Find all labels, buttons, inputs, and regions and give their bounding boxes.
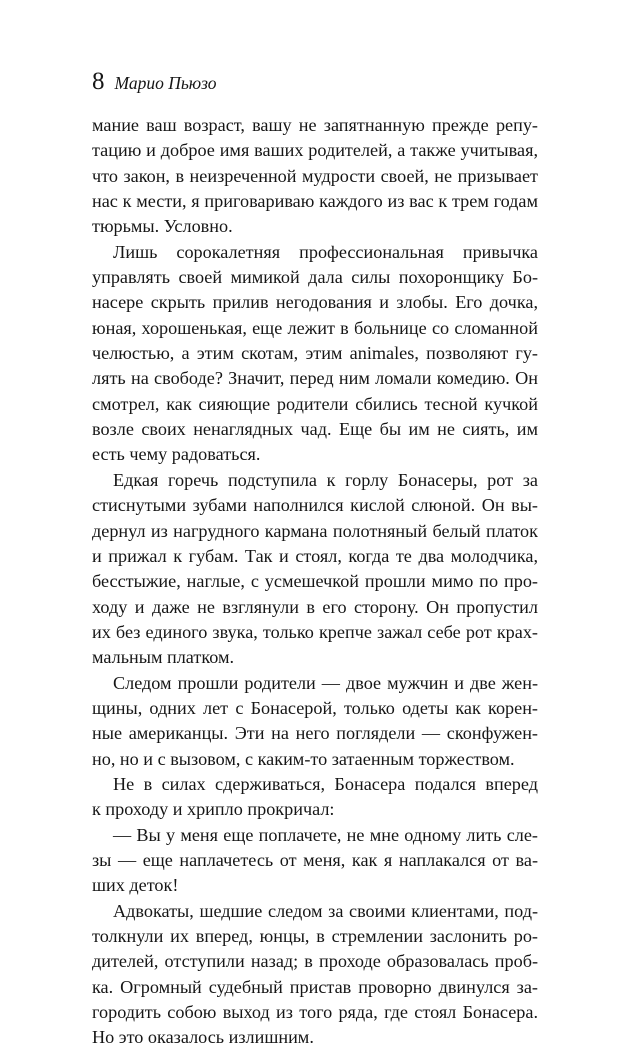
running-title: Марио Пьюзо bbox=[114, 73, 217, 93]
text-line: что закон, в неизреченной мудрости своей, не призывает bbox=[92, 165, 538, 186]
text-line: Едкая горечь подступила к горлу Бонасеры, рот за bbox=[113, 469, 538, 490]
text-line: юная, хорошенькая, еще лежит в больнице со сломанной bbox=[92, 317, 538, 338]
text-line: Не в силах сдерживаться, Бонасера подался вперед bbox=[113, 773, 538, 794]
text-line: ших деток! bbox=[92, 875, 179, 896]
text-line: толкнули их вперед, юнцы, в стремлении заслонить ро- bbox=[92, 926, 538, 946]
paragraph bbox=[92, 240, 538, 468]
text-line: возле своих ненаглядных чад. Еще бы им не сиять, им bbox=[92, 419, 538, 440]
text-line: управлять своей мимикой дала силы похоронщику Бо- bbox=[92, 267, 538, 288]
page-header bbox=[92, 68, 217, 98]
text-line: челюстью, а этим скотам, этим animales, позволяют гу- bbox=[92, 343, 538, 364]
text-line: ходу и даже не взглянули в его сторону. Он пропустил bbox=[92, 596, 538, 617]
paragraph bbox=[92, 823, 538, 899]
text-line: мальным платком. bbox=[92, 647, 235, 668]
text-line: бесстыжие, наглые, с усмешечкой прошли мимо по про- bbox=[92, 571, 538, 592]
text-line: нас к мести, я приговариваю каждого из вас к трем годам bbox=[92, 191, 538, 212]
text-line: тюрьмы. Условно. bbox=[92, 216, 233, 237]
text-line: Следом прошли родители — двое мужчин и две жен- bbox=[113, 672, 538, 693]
text-line: щины, одних лет с Бонасерой, только одеты как корен- bbox=[92, 697, 538, 718]
text-line: мание ваш возраст, вашу не запятнанную прежде репу- bbox=[92, 115, 538, 135]
text-line: городить собою выход из того ряда, где стоял Бонасера. bbox=[92, 1002, 538, 1023]
text-line: их без единого звука, только крепче зажал себе рот крах- bbox=[92, 621, 538, 642]
text-line: ка. Огромный судебный пристав проворно двинулся за- bbox=[92, 976, 538, 997]
text-line: дителей, отступили назад; в проходе образовалась проб- bbox=[92, 951, 538, 972]
text-line: смотрел, как сияющие родители сбились тесной кучкой bbox=[92, 393, 538, 414]
paragraph bbox=[92, 899, 538, 1051]
paragraph bbox=[92, 671, 538, 772]
text-line: но, но и с вызовом, с каким-то затаенным торжеством. bbox=[92, 748, 515, 769]
text-line: лять на свободе? Значит, перед ним ломали комедию. Он bbox=[92, 368, 538, 389]
text-line: ные американцы. Эти на него поглядели — сконфужен- bbox=[92, 723, 538, 744]
text-line: насере скрыть прилив негодования и злобы. Его дочка, bbox=[92, 292, 538, 313]
text-line: тацию и доброе имя ваших родителей, а также учитывая, bbox=[92, 140, 538, 161]
body-text bbox=[92, 113, 538, 1051]
text-line: зы — еще наплачетесь от меня, как я наплакался от ва- bbox=[92, 849, 538, 870]
paragraph bbox=[92, 468, 538, 671]
text-line: есть чему радоваться. bbox=[92, 444, 261, 465]
text-line: — Вы у меня еще поплачете, не мне одному лить сле- bbox=[113, 824, 538, 845]
text-line: и прижал к губам. Так и стоял, когда те два молодчика, bbox=[92, 545, 538, 566]
text-line: дернул из нагрудного кармана полотняный белый платок bbox=[92, 520, 538, 541]
text-line: Лишь сорокалетняя профессиональная привычка bbox=[113, 241, 538, 262]
text-line: Но это оказалось излишним. bbox=[92, 1027, 314, 1048]
text-line: Адвокаты, шедшие следом за своими клиентами, под- bbox=[113, 900, 538, 921]
paragraph bbox=[92, 772, 538, 823]
paragraph bbox=[92, 113, 538, 240]
text-line: стиснутыми зубами наполнился кислой слюной. Он вы- bbox=[92, 495, 538, 516]
page-number: 8 bbox=[92, 68, 105, 95]
text-line: к проходу и хрипло прокричал: bbox=[92, 799, 335, 820]
